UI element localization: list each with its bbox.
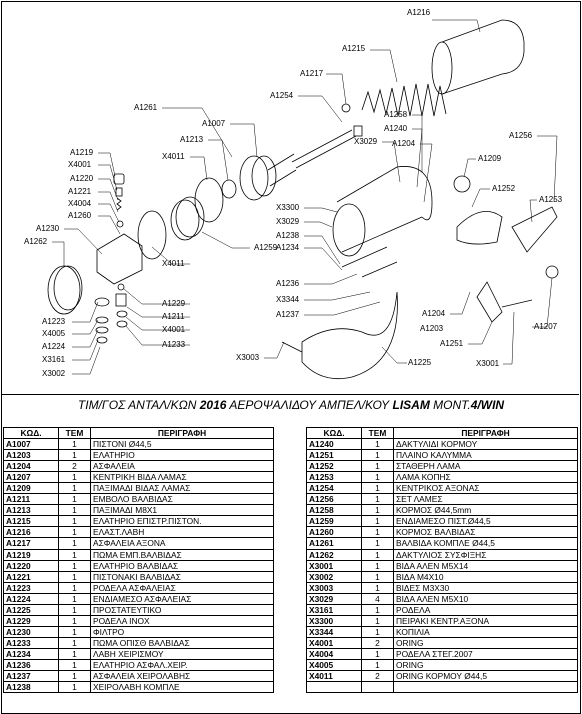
part-qty: 1	[362, 659, 394, 670]
rod-drawing	[292, 130, 356, 168]
valve-body-drawing	[97, 234, 142, 284]
part-code: A1225	[4, 604, 59, 615]
part-qty: 1	[59, 593, 91, 604]
label-A1253: A1253	[539, 195, 563, 204]
part-description: ΠΩΜΑ ΟΠΙΣΘ ΒΑΛΒΙΔΑΣ	[91, 637, 274, 648]
table-row	[307, 593, 578, 604]
part-description: ΑΣΦΑΛΕΙΑ ΑΞΟΝΑ	[91, 538, 274, 549]
part-description: ΔΑΚΤΥΛΙΔΙ ΚΟΡΜΟΥ	[394, 439, 578, 450]
table-row	[4, 560, 274, 571]
part-description: ORING	[394, 637, 578, 648]
part-description: ΕΝΔΙΑΜΕΣΟ ΠΙΣΤ.Ø44,5	[394, 516, 578, 527]
parts-table-right	[306, 427, 578, 693]
part-code: A1216	[4, 527, 59, 538]
label-X3001: X3001	[476, 359, 500, 368]
label-A1260: A1260	[68, 211, 92, 220]
label-A1229: A1229	[162, 299, 186, 308]
exploded-parts-diagram	[2, 2, 579, 394]
part-description: ΠΛΑΙΝΟ ΚΑΛΥΜΜΑ	[394, 450, 578, 461]
part-code: A1236	[4, 659, 59, 670]
price-list-title	[0, 398, 582, 412]
table-row	[307, 461, 578, 472]
label-A1237: A1237	[276, 310, 300, 319]
part-description: ΕΛΑΤΗΡΙΟ ΕΠΙΣΤΡ.ΠΙΣΤΟΝ.	[91, 516, 274, 527]
label-A1236: A1236	[276, 279, 300, 288]
part-qty: 1	[362, 505, 394, 516]
table-row	[4, 494, 274, 505]
part-description: ΡΟΔΕΛΑ ΣΤΕΓ.2007	[394, 648, 578, 659]
part-qty: 1	[59, 505, 91, 516]
table-row	[4, 505, 274, 516]
part-qty: 1	[59, 604, 91, 615]
label-X3161: X3161	[42, 355, 66, 364]
part-description: ΑΣΦΑΛΕΙΑ	[91, 461, 274, 472]
part-description	[394, 682, 578, 693]
part-description: ΛΑΜΑ ΚΟΠΗΣ	[394, 472, 578, 483]
part-description: ΚΟΡΜΟΣ ΒΑΛΒΙΔΑΣ	[394, 527, 578, 538]
part-description: ΕΜΒΟΛΟ ΒΑΛΒΙΔΑΣ	[91, 494, 274, 505]
header-qty: ΤΕΜ	[362, 428, 394, 439]
part-description: ΔΑΚΤΥΛΙΟΣ ΣΥΣΦΙΞΗΣ	[394, 549, 578, 560]
part-code: A1262	[307, 549, 362, 560]
label-X3029-top: X3029	[354, 137, 378, 146]
part-description: ORING	[394, 659, 578, 670]
table-row	[4, 682, 274, 693]
table-row	[307, 682, 578, 693]
label-A1233: A1233	[162, 340, 186, 349]
label-A1007: A1007	[202, 119, 226, 128]
part-qty: 1	[59, 527, 91, 538]
label-A1254: A1254	[270, 91, 294, 100]
label-X4005: X4005	[42, 329, 66, 338]
table-row	[4, 593, 274, 604]
header-description: ΠΕΡΙΓΡΑΦΗ	[91, 428, 274, 439]
part-description: ΡΟΔΕΛΑ	[394, 604, 578, 615]
part-qty: 1	[59, 538, 91, 549]
table-row	[4, 472, 274, 483]
part-code: A1251	[307, 450, 362, 461]
handle-sleeve-drawing	[442, 20, 524, 94]
part-code: A1219	[4, 549, 59, 560]
part-code	[307, 682, 362, 693]
part-code: A1256	[307, 494, 362, 505]
part-code: A1252	[307, 461, 362, 472]
label-A1261: A1261	[134, 103, 158, 112]
part-qty	[362, 682, 394, 693]
piston-drawing	[240, 156, 268, 200]
part-description: ΕΝΔΙΑΜΕΣΟ ΑΣΦΑΛΕΙΑΣ	[91, 593, 274, 604]
part-description: ΠΡΟΣΤΑΤΕΥΤΙΚΟ	[91, 604, 274, 615]
table-row	[4, 671, 274, 682]
header-qty: ΤΕΜ	[59, 428, 91, 439]
part-code: X4001	[307, 637, 362, 648]
part-description: ΦΙΛΤΡΟ	[91, 626, 274, 637]
part-qty: 1	[362, 439, 394, 450]
part-code: X3029	[307, 593, 362, 604]
part-description: ΧΕΙΡΟΛΑΒΗ ΚΟΜΠΛΕ	[91, 682, 274, 693]
part-code: X3002	[307, 571, 362, 582]
section-divider	[2, 394, 579, 395]
part-qty: 1	[362, 461, 394, 472]
part-description: ΕΛΑΣΤ.ΛΑΒΗ	[91, 527, 274, 538]
part-code: X4005	[307, 659, 362, 670]
part-code: A1233	[4, 637, 59, 648]
table-row	[4, 538, 274, 549]
part-code: A1217	[4, 538, 59, 549]
label-A1224: A1224	[42, 342, 66, 351]
table-row	[307, 483, 578, 494]
table-row	[4, 549, 274, 560]
part-qty: 1	[59, 516, 91, 527]
part-qty: 1	[59, 648, 91, 659]
label-A1234: A1234	[276, 243, 300, 252]
label-A1209: A1209	[478, 154, 502, 163]
part-code: A1229	[4, 615, 59, 626]
part-qty: 1	[362, 582, 394, 593]
part-qty: 1	[362, 538, 394, 549]
part-qty: 1	[362, 648, 394, 659]
part-description: ΚΕΝΤΡΙΚΟΣ ΑΞΟΝΑΣ	[394, 483, 578, 494]
table-row	[4, 582, 274, 593]
label-A1216: A1216	[407, 8, 431, 17]
part-description: ΒΙΔΕΣ M3X30	[394, 582, 578, 593]
table-row	[4, 439, 274, 450]
part-code: A1259	[307, 516, 362, 527]
label-X4011-bottom: X4011	[162, 259, 185, 268]
part-code: A1254	[307, 483, 362, 494]
label-A1204-bottom: A1204	[422, 309, 446, 318]
title-middle: ΑΕΡΟΨΑΛΙΔΟΥ ΑΜΠΕΛ/ΚΟΥ	[226, 398, 393, 412]
part-code: A1220	[4, 560, 59, 571]
part-description: ΒΙΔΑ ΑΛΕΝ M5X10	[394, 593, 578, 604]
table-row	[4, 615, 274, 626]
title-model: 4/WIN	[470, 398, 505, 412]
part-qty: 2	[362, 637, 394, 648]
header-code: ΚΩΔ.	[4, 428, 59, 439]
part-code: A1203	[4, 450, 59, 461]
parts-table-left	[3, 427, 274, 693]
header-code: ΚΩΔ.	[307, 428, 362, 439]
table-row	[4, 626, 274, 637]
part-qty: 1	[59, 615, 91, 626]
part-qty: 1	[59, 637, 91, 648]
label-X3003: X3003	[236, 353, 260, 362]
table-row	[4, 659, 274, 670]
table-row	[307, 516, 578, 527]
label-X3300: X3300	[276, 203, 300, 212]
part-qty: 1	[362, 516, 394, 527]
label-A1223: A1223	[42, 317, 66, 326]
table-row	[4, 450, 274, 461]
table-row	[307, 626, 578, 637]
table-row	[4, 604, 274, 615]
part-code: A1204	[4, 461, 59, 472]
part-qty: 1	[362, 549, 394, 560]
part-code: A1237	[4, 671, 59, 682]
table-row	[307, 659, 578, 670]
part-code: A1253	[307, 472, 362, 483]
label-A1256: A1256	[509, 131, 533, 140]
part-description: ΕΛΑΤΗΡΙΟ	[91, 450, 274, 461]
guard-drawing	[302, 292, 397, 379]
part-description: ΑΣΦΑΛΕΙΑ ΧΕΙΡΟΛΑΒΗΣ	[91, 671, 274, 682]
part-code: A1224	[4, 593, 59, 604]
part-code: X4004	[307, 648, 362, 659]
part-description: ΒΙΔΑ M4X10	[394, 571, 578, 582]
part-qty: 1	[362, 626, 394, 637]
label-A1203: A1203	[420, 324, 444, 333]
label-A1240: A1240	[384, 124, 408, 133]
title-year: 2016	[199, 398, 227, 412]
part-qty: 1	[59, 682, 91, 693]
table-row	[307, 494, 578, 505]
part-description: ΠΙΣΤΟΝΙ Ø44,5	[91, 439, 274, 450]
table-row	[4, 527, 274, 538]
label-A1230: A1230	[36, 224, 60, 233]
label-A1215: A1215	[342, 44, 366, 53]
title-model-prefix: MONT.	[429, 398, 471, 412]
part-qty: 1	[362, 483, 394, 494]
part-qty: 2	[59, 461, 91, 472]
part-qty: 1	[59, 571, 91, 582]
label-A1219: A1219	[70, 148, 94, 157]
part-qty: 1	[59, 494, 91, 505]
label-A1258: A1258	[384, 110, 408, 119]
part-description: ΚΟΠΙΛΙΑ	[394, 626, 578, 637]
part-code: A1223	[4, 582, 59, 593]
part-code: A1230	[4, 626, 59, 637]
part-description: ΒΙΔΑ ΑΛΕΝ M5X14	[394, 560, 578, 571]
part-description: ΚΕΝΤΡΙΚΗ ΒΙΔΑ ΛΑΜΑΣ	[91, 472, 274, 483]
label-A1221: A1221	[68, 187, 92, 196]
table-row	[307, 615, 578, 626]
label-A1217: A1217	[300, 69, 324, 78]
part-qty: 1	[59, 472, 91, 483]
body-drawing	[337, 167, 422, 252]
table-row	[307, 538, 578, 549]
label-A1251: A1251	[440, 339, 464, 348]
label-A1207: A1207	[534, 322, 558, 331]
part-code: A1207	[4, 472, 59, 483]
title-brand: LISAM	[392, 398, 430, 412]
part-qty: 1	[362, 571, 394, 582]
table-header-row	[307, 428, 578, 439]
blade-cutting-drawing	[512, 207, 557, 252]
label-A1211: A1211	[162, 312, 185, 321]
part-description: ΠΩΜΑ ΕΜΠ.ΒΑΛΒΙΔΑΣ	[91, 549, 274, 560]
table-row	[307, 582, 578, 593]
table-row	[4, 483, 274, 494]
label-X3344: X3344	[276, 295, 300, 304]
part-qty: 1	[362, 560, 394, 571]
part-code: A1211	[4, 494, 59, 505]
label-X4001-top: X4001	[68, 160, 92, 169]
label-A1204-top: A1204	[392, 139, 416, 148]
label-X4011-top: X4011	[162, 152, 185, 161]
part-qty: 1	[362, 472, 394, 483]
part-description: ΡΟΔΕΛΑ INOX	[91, 615, 274, 626]
part-qty: 2	[362, 671, 394, 682]
part-code: A1260	[307, 527, 362, 538]
part-code: X3161	[307, 604, 362, 615]
label-A1259: A1259	[254, 243, 278, 252]
label-A1213: A1213	[180, 135, 204, 144]
part-description: ΠΑΞΙΜΑΔΙ ΒΙΔΑΣ ΛΑΜΑΣ	[91, 483, 274, 494]
part-code: X3003	[307, 582, 362, 593]
table-row	[307, 439, 578, 450]
label-A1252: A1252	[492, 184, 516, 193]
header-description: ΠΕΡΙΓΡΑΦΗ	[394, 428, 578, 439]
part-description: ΡΟΔΕΛΑ ΑΣΦΑΛΕΙΑΣ	[91, 582, 274, 593]
part-description: ΠΕΙΡΑΚΙ ΚΕΝΤΡ.ΑΞΟΝΑ	[394, 615, 578, 626]
part-qty: 1	[59, 450, 91, 461]
table-header-row	[4, 428, 274, 439]
part-qty: 1	[362, 604, 394, 615]
part-qty: 1	[59, 439, 91, 450]
table-row	[4, 461, 274, 472]
part-qty: 1	[59, 549, 91, 560]
table-row	[307, 505, 578, 516]
table-row	[307, 571, 578, 582]
table-row	[307, 604, 578, 615]
part-qty: 1	[59, 483, 91, 494]
part-description: ΕΛΑΤΗΡΙΟ ΑΣΦΑΛ.ΧΕΙΡ.	[91, 659, 274, 670]
part-code: A1213	[4, 505, 59, 516]
table-row	[4, 637, 274, 648]
table-row	[4, 516, 274, 527]
table-row	[4, 648, 274, 659]
part-description: ΒΑΛΒΙΔΑ ΚΟΜΠΛΕ Ø44,5	[394, 538, 578, 549]
table-row	[307, 560, 578, 571]
blade-fixed-drawing	[457, 211, 502, 244]
part-qty: 1	[59, 659, 91, 670]
part-code: X3300	[307, 615, 362, 626]
part-qty: 1	[59, 671, 91, 682]
label-X4004-top: X4004	[68, 199, 92, 208]
table-row	[307, 549, 578, 560]
label-A1262: A1262	[24, 237, 48, 246]
part-description: ΣΤΑΘΕΡΗ ΛΑΜΑ	[394, 461, 578, 472]
label-X4001-bottom: X4001	[162, 325, 186, 334]
table-row	[4, 571, 274, 582]
label-X3002: X3002	[42, 369, 66, 378]
label-A1225: A1225	[408, 358, 432, 367]
part-code: A1007	[4, 439, 59, 450]
part-code: A1215	[4, 516, 59, 527]
table-row	[307, 527, 578, 538]
part-description: ΣΕΤ ΛΑΜΕΣ	[394, 494, 578, 505]
table-row	[307, 450, 578, 461]
part-qty: 1	[59, 582, 91, 593]
part-qty: 1	[362, 450, 394, 461]
title-prefix: ΤΙΜ/ΓΟΣ ΑΝΤΑΛ/ΚΩΝ	[77, 398, 200, 412]
part-qty: 1	[362, 527, 394, 538]
part-description: ORING ΚΟΡΜΟΥ Ø44,5	[394, 671, 578, 682]
label-X3029-mid: X3029	[276, 217, 300, 226]
part-description: ΕΛΑΤΗΡΙΟ ΒΑΛΒΙΔΑΣ	[91, 560, 274, 571]
label-A1220: A1220	[70, 174, 94, 183]
table-row	[307, 637, 578, 648]
part-description: ΠΑΞΙΜΑΔΙ M8X1	[91, 505, 274, 516]
part-code: A1234	[4, 648, 59, 659]
part-code: X4011	[307, 671, 362, 682]
part-description: ΠΙΣΤΟΝΑΚΙ ΒΑΛΒΙΔΑΣ	[91, 571, 274, 582]
part-code: X3344	[307, 626, 362, 637]
part-description: ΚΟΡΜΟΣ Ø44,5mm	[394, 505, 578, 516]
part-qty: 4	[362, 593, 394, 604]
part-code: A1238	[4, 682, 59, 693]
part-code: A1209	[4, 483, 59, 494]
table-row	[307, 472, 578, 483]
table-row	[307, 671, 578, 682]
part-qty: 1	[362, 615, 394, 626]
part-qty: 1	[59, 560, 91, 571]
part-code: A1221	[4, 571, 59, 582]
part-qty: 1	[59, 626, 91, 637]
part-code: A1240	[307, 439, 362, 450]
part-code: X3001	[307, 560, 362, 571]
part-code: A1261	[307, 538, 362, 549]
part-description: ΛΑΒΗ ΧΕΙΡΙΣΜΟΥ	[91, 648, 274, 659]
part-code: A1258	[307, 505, 362, 516]
part-qty: 1	[362, 494, 394, 505]
table-row	[307, 648, 578, 659]
label-A1238: A1238	[276, 231, 300, 240]
